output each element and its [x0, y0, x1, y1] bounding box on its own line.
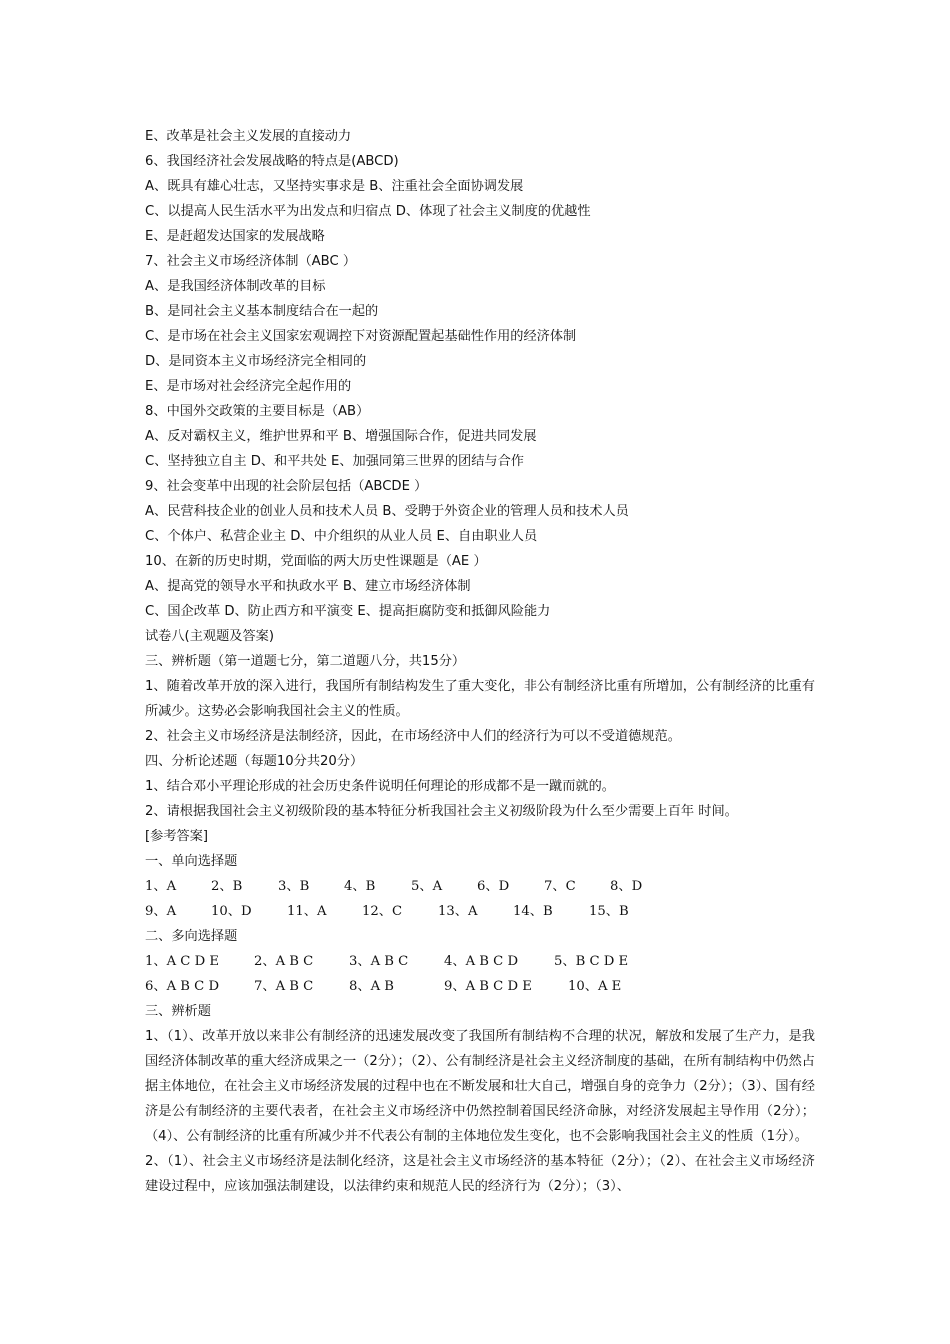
text-line: A、既具有雄心壮志，又坚持实事求是 B、注重社会全面协调发展 — [145, 179, 524, 194]
answer-item: 9、A — [145, 904, 177, 919]
text-line: C、国企改革 D、防止西方和平演变 E、提高拒腐防变和抵御风险能力 — [145, 604, 551, 619]
answer-item: 13、A — [438, 904, 478, 919]
answer-item: 6、A B C D — [145, 979, 220, 994]
analysis-answer-1: 1、（1）、改革开放以来非公有制经济的迅速发展改变了我国所有制结构不合理的状况，解放和发展了生产力，是我国经济体制改革的重大经济成果之一（2分）；（2）、公有制经济是社会主义经济制度的基础，在所有制结构中仍然占据主体地位，在社会主义市场经济发展的过程中也在不断发展和壮大自己，增强自身的竞争力（2分）；（3）、国有经济是公有制经济的主要代表者，在社会主义市场经济中仍然控制着国民经济命脉，对经济发展起主导作用（2分）；（4）、公有制经济的比重有所减少并不代表公有制的主体地位发生变化，也不会影响我国社会主义的性质（1分）。 — [145, 1029, 815, 1144]
essay-question-1: 1、结合邓小平理论形成的社会历史条件说明任何理论的形成都不是一蹴而就的。 — [145, 779, 615, 794]
text-line: C、个体户、私营企业主 D、中介组织的从业人员 E、自由职业人员 — [145, 529, 538, 544]
section-title: 试卷八(主观题及答案) — [145, 629, 274, 644]
answer-item: 2、B — [211, 879, 243, 894]
answers-heading: [参考答案] — [145, 829, 209, 844]
question-10: 10、在新的历史时期，党面临的两大历史性课题是（AE ） — [145, 554, 487, 569]
question-9: 9、社会变革中出现的社会阶层包括（ABCDE ） — [145, 479, 428, 494]
text-line: E、改革是社会主义发展的直接动力 — [145, 129, 352, 144]
answer-item: 4、B — [344, 879, 376, 894]
answer-item: 8、D — [610, 879, 643, 894]
answer-item: 5、B C D E — [554, 954, 629, 969]
answer-item: 12、C — [362, 904, 403, 919]
section-heading: 四、分析论述题（每题10分共20分） — [145, 754, 364, 769]
answer-item: 14、B — [513, 904, 553, 919]
answer-item: 7、C — [544, 879, 576, 894]
answer-item: 5、A — [411, 879, 443, 894]
question-7: 7、社会主义市场经济体制（ABC ） — [145, 254, 357, 269]
section-heading: 三、辨析题 — [145, 1004, 211, 1019]
single-choice-answers-row — [145, 874, 815, 899]
text-line: E、是赶超发达国家的发展战略 — [145, 229, 325, 244]
analysis-question-2: 2、社会主义市场经济是法制经济，因此，在市场经济中人们的经济行为可以不受道德规范。 — [145, 729, 681, 744]
answer-item: 11、A — [287, 904, 327, 919]
essay-question-2: 2、请根据我国社会主义初级阶段的基本特征分析我国社会主义初级阶段为什么至少需要上百年 时间。 — [145, 804, 738, 819]
text-line: B、是同社会主义基本制度结合在一起的 — [145, 304, 379, 319]
document-body — [145, 124, 815, 1199]
answer-item: 3、A B C — [349, 954, 409, 969]
answer-item: 1、A — [145, 879, 177, 894]
question-6: 6、我国经济社会发展战略的特点是(ABCD) — [145, 154, 399, 169]
single-choice-answers-row — [145, 899, 815, 924]
text-line: C、坚持独立自主 D、和平共处 E、加强同第三世界的团结与合作 — [145, 454, 524, 469]
answer-item: 9、A B C D E — [444, 979, 532, 994]
answer-item: 10、A E — [568, 979, 622, 994]
answer-item: 6、D — [477, 879, 510, 894]
text-line: A、反对霸权主义，维护世界和平 B、增强国际合作，促进共同发展 — [145, 429, 537, 444]
text-line: A、是我国经济体制改革的目标 — [145, 279, 326, 294]
answer-item: 2、A B C — [254, 954, 314, 969]
multi-choice-answers-row — [145, 949, 815, 974]
text-line: D、是同资本主义市场经济完全相同的 — [145, 354, 367, 369]
question-8: 8、中国外交政策的主要目标是（AB） — [145, 404, 370, 419]
text-line: E、是市场对社会经济完全起作用的 — [145, 379, 352, 394]
answer-item: 10、D — [211, 904, 252, 919]
answer-item: 4、A B C D — [444, 954, 519, 969]
analysis-answer-2: 2、（1）、社会主义市场经济是法制化经济，这是社会主义市场经济的基本特征（2分）；（2）、在社会主义市场经济建设过程中，应该加强法制建设，以法律约束和规范人民的经济行为（2分）；（3）、 — [145, 1154, 815, 1194]
section-heading: 三、辨析题（第一道题七分，第二道题八分，共15分） — [145, 654, 466, 669]
text-line: A、民营科技企业的创业人员和技术人员 B、受聘于外资企业的管理人员和技术人员 — [145, 504, 629, 519]
analysis-question-1: 1、随着改革开放的深入进行，我国所有制结构发生了重大变化，非公有制经济比重有所增加，公有制经济的比重有所减少。这势必会影响我国社会主义的性质。 — [145, 679, 815, 719]
answer-item: 7、A B C — [254, 979, 314, 994]
section-heading: 二、多向选择题 — [145, 929, 238, 944]
text-line: C、是市场在社会主义国家宏观调控下对资源配置起基础性作用的经济体制 — [145, 329, 577, 344]
text-line: C、以提高人民生活水平为出发点和归宿点 D、体现了社会主义制度的优越性 — [145, 204, 591, 219]
multi-choice-answers-row — [145, 974, 815, 999]
answer-item: 15、B — [589, 904, 629, 919]
answer-item: 8、A B — [349, 979, 394, 994]
section-heading: 一、单向选择题 — [145, 854, 238, 869]
text-line: A、提高党的领导水平和执政水平 B、建立市场经济体制 — [145, 579, 471, 594]
answer-item: 3、B — [278, 879, 310, 894]
answer-item: 1、A C D E — [145, 954, 219, 969]
